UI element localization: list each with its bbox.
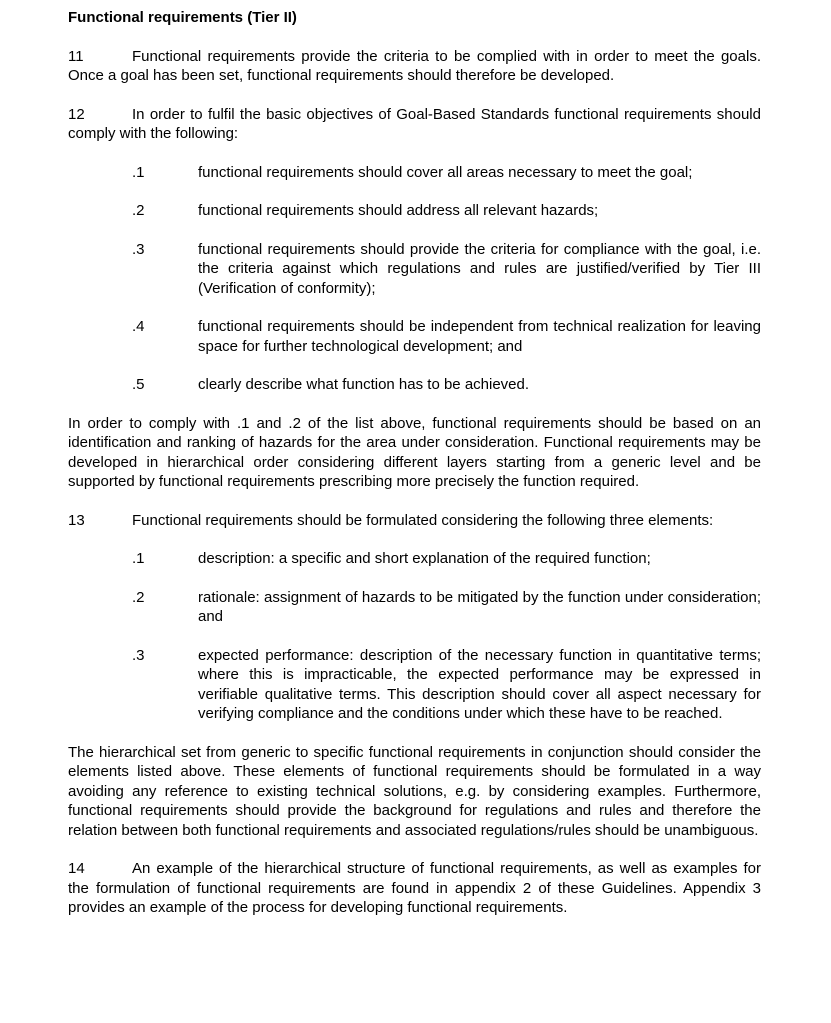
paragraph-number: 14: [68, 860, 85, 877]
list-item-number: .3: [132, 240, 145, 258]
paragraph-number: 11: [68, 47, 84, 65]
list-item: [68, 201, 761, 221]
list-item-text: functional requirements should cover all areas necessary to meet the goal;: [198, 163, 693, 181]
section-heading: Functional requirements (Tier II): [68, 9, 297, 26]
list-item: [68, 375, 761, 395]
paragraph-12: [68, 105, 761, 144]
paragraph-text: Functional requirements provide the criteria to be complied with in order to meet the goals. Once a goal has been set, functional requirements should therefore be developed.: [68, 47, 761, 84]
list-item-number: .5: [132, 376, 145, 393]
paragraph-11: [68, 47, 761, 86]
list-item: [68, 240, 761, 299]
list-item-text: description: a specific and short explanation of the required function;: [198, 550, 651, 567]
list-item: [68, 646, 761, 724]
list-item-number: .1: [132, 163, 145, 181]
document-page: [68, 8, 761, 937]
list-item-text: functional requirements should address all relevant hazards;: [198, 202, 599, 219]
list-item-number: .4: [132, 318, 145, 335]
paragraph-text: In order to fulfil the basic objectives of Goal-Based Standards functional requirements should comply with the following:: [68, 105, 761, 142]
list-item: [68, 549, 761, 569]
list-item-text: rationale: assignment of hazards to be mitigated by the function under consideration; and: [198, 588, 761, 625]
list-item-text: functional requirements should provide the criteria for compliance with the goal, i.e. the criteria against which regulations and rules are justified/verified by Tier III (Verification of conformity);: [198, 240, 761, 297]
paragraph-text: Functional requirements should be formulated considering the following three elements:: [132, 511, 714, 529]
list-item-number: .3: [132, 646, 145, 664]
paragraph-13: [68, 511, 761, 531]
paragraph-13-continuation: The hierarchical set from generic to specific functional requirements in conjunction should consider the elements listed above. These elements of functional requirements should be formulated in a way avoiding any reference to existing technical solutions, e.g. by considering examples. Furthermore, functional requirements should provide the background for regulations and rules and therefore the relation between both functional requirements and associated regulations/rules should be unambiguous.: [68, 743, 761, 839]
list-item: [68, 163, 761, 183]
list-item-number: .2: [132, 588, 145, 606]
list-item-number: .2: [132, 202, 145, 219]
list-item: [68, 588, 761, 627]
paragraph-12-continuation: In order to comply with .1 and .2 of the list above, functional requirements should be based on an identification and ranking of hazards for the area under consideration. Functional requirements may be developed in hierarchical order considering different layers starting from a generic level and be supported by functional requirements prescribing more precisely the function required.: [68, 414, 761, 490]
list-item: [68, 317, 761, 356]
paragraph-14: [68, 859, 761, 918]
list-item-text: functional requirements should be independent from technical realization for leaving space for further technological development; and: [198, 318, 761, 355]
list-item-text: expected performance: description of the necessary function in quantitative terms; where this is impracticable, the expected performance may be expressed in verifiable qualitative terms. This description should cover all aspect necessary for verifying compliance and the conditions under which these have to be reached.: [198, 646, 761, 722]
paragraph-number: 13: [68, 511, 85, 529]
paragraph-number: 12: [68, 105, 85, 123]
list-item-text: clearly describe what function has to be achieved.: [198, 376, 530, 393]
list-item-number: .1: [132, 550, 145, 567]
paragraph-text: An example of the hierarchical structure of functional requirements, as well as examples for the formulation of functional requirements are found in appendix 2 of these Guidelines. Appendix 3 provides an example of the process for developing functional requirements.: [68, 860, 761, 916]
